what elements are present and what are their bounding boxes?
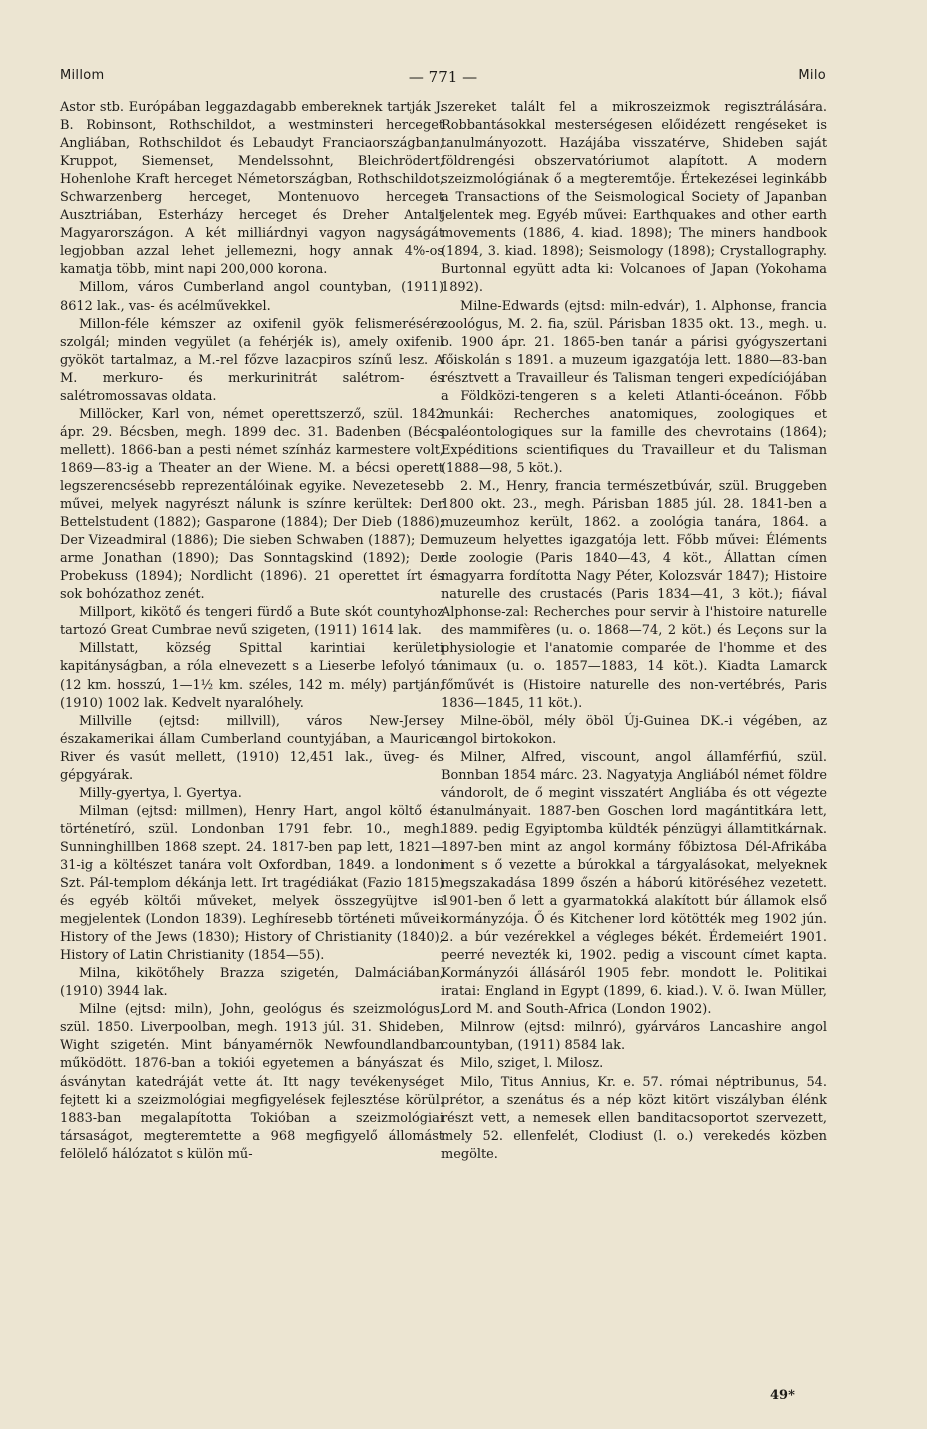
entry-astor-continued: Astor stb. Európában leggazdagabb embereknek tartják J. B. Robinsont, Rothschildot, a westminsteri herceget Angliában, Rothschildot és Lebaudyt Franciaországban, Kruppot, Siemenset, Mendelssohnt, Bleichrödert, Hohenlohe Kraft herceget Németországban, Rothschildot, Schwarzenberg herceget, Montenuovo herceget Ausztriában, Esterházy herceget és Dreher Antalt Magyarországon. A két milliárdnyi vagyon nagyságát legjobban azzal lehet jellemezni, hogy annak 4%-os kamatja több, mint napi 200,000 korona. (60, 100, 444, 278)
entry-millocker: Millöcker, Karl von, német operettszerző, szül. 1842 ápr. 29. Bécsben, megh. 1899 dec. 31. Badenben (Bécs mellett). 1866-ban a pesti német színház karmestere volt, 1869—83-ig a Theater an der Wiene. M. a bécsi operett legszerencsésebb reprezentálóinak egyike. Nevezetesebb művei, melyek nagyrészt nálunk is színre kerültek: Der Bettelstudent (1882); Gasparone (1884); Der Dieb (1886); Der Vizeadmiral (1886); Die sieben Schwaben (1887); Der arme Jonathan (1890); Das Sonntagskind (1892); Der Probekuss (1894); Nordlicht (1896). 21 operettet írt és sok bohózathoz zenét. (60, 406, 444, 603)
entry-milne-edwards-alphonse: Milne-Edwards (ejtsd: miln-edvár), 1. Alphonse, francia zoológus, M. 2. fia, szül. Párisban 1835 okt. 13., megh. u. o. 1900 ápr. 21. 1865-ben tanár a párisi gyógyszertani főiskolán s 1891. a muzeum igazgatója lett. 1880—83-ban résztvett a Travailleur és Talisman tengeri expedíciójában a Földközi-tengeren s a keleti Atlanti-óceánon. Főbb munkái: Recherches anatomiques, zoologiques et paléontologiques sur la famille des chevrotains (1864); Expéditions scientifiques du Travailleur et du Talisman (1888—98, 5 köt.). (441, 298, 827, 476)
entry-milne-continued: szereket talált fel a mikroszeizmok regisztrálására. Robbantásokkal mesterségesen előidézett rengéseket is tanulmányozott. Hazájába visszatérve, Shideben saját földrengési obszervatóriumot alapított. A modern szeizmológiának ő a megteremtője. Értekezései leginkább a Transactions of the Seismological Society of Japanban jelentek meg. Egyéb művei: Earthquakes and other earth movements (1886, 4. kiad. 1898); The miners handbook (1894, 3. kiad. 1898); Seismology (1898); Crystallography. Burtonnal együtt adta ki: Volcanoes of Japan (Yokohama 1892). (441, 100, 827, 296)
entry-milo-titus: Milo, Titus Annius, Kr. e. 57. római néptribunus, 54. prétor, a szenátus és a nép közt kitört viszályban élénk részt vett, a nemesek ellen banditacsoportot szervezett, mely 52. ellenfelét, Clodiust (l. o.) verekedés közben megölte. (441, 1074, 827, 1162)
header-right-keyword: Milo (798, 68, 826, 83)
entry-milne-edwards-henry: 2. M., Henry, francia természetbúvár, szül. Bruggeben 1800 okt. 23., megh. Párisban 1885 júl. 28. 1841-ben a muzeumhoz került, 1862. a zoológia tanára, 1864. a muzeum helyettes igazgatója lett. Főbb művei: Éléments de zoologie (Paris 1840—43, 4 köt., Állattan címen magyarra fordította Nagy Péter, Kolozsvár 1847); Histoire naturelle des crustacés (Paris 1834—41, 3 köt.); fiával Alphonse-zal: Recherches pour servir à l'histoire naturelle des mammifères (u. o. 1868—74, 2 köt.) és Leçons sur la physiologie et l'anatomie comparée de l'homme et des animaux (u. o. 1857—1883, 14 köt.). Kiadta Lamarck főművét is (Histoire naturelle des non-vertébrés, Paris 1836—1845, 11 köt.). (441, 478, 827, 711)
entry-milnrow: Milnrow (ejtsd: milnró), gyárváros Lancashire angol countyban, (1911) 8584 lak. (441, 1020, 827, 1054)
entry-milman: Milman (ejtsd: millmen), Henry Hart, angol költő és történetíró, szül. Londonban 1791 febr. 10., megh. Sunninghillben 1868 szept. 24. 1817-ben pap lett, 1821—31-ig a költészet tanára volt Oxfordban, 1849. a londoni Szt. Pál-templom dékánja lett. Irt tragédiákat (Fazio 1815) és egyéb költői műveket, melyek összegyüjtve is megjelentek (London 1839). Leghíresebb történeti művei: History of the Jews (1830); History of Christianity (1840); History of Latin Christianity (1854—55). (60, 803, 444, 964)
entry-milly-gyertya: Milly-gyertya, l. Gyertya. (79, 785, 242, 801)
entry-millom: Millom, város Cumberland angol countyban, (1911) 8612 lak., vas- és acélművekkel. (60, 280, 444, 314)
page-number: — 771 — (408, 68, 478, 86)
left-column (60, 99, 444, 1164)
entry-milo-island: Milo, sziget, l. Milosz. (460, 1056, 604, 1072)
entry-millport: Millport, kikötő és tengeri fürdő a Bute skót countyhoz tartozó Great Cumbrae nevű szigeten, (1911) 1614 lak. (60, 605, 444, 639)
signature-mark: 49* (770, 1388, 795, 1403)
entry-milne: Milne (ejtsd: miln), John, geológus és szeizmológus, szül. 1850. Liverpoolban, megh. 1913 júl. 31. Shideben, Wight szigetén. Mint bányamérnök Newfoundlandban működött. 1876-ban a tokiói egyetemen a bányászat és ásványtan katedráját vette át. Itt nagy tevékenységet fejtett ki a szeizmológiai megfigyelések fejlesztése körül. 1883-ban megalapította Tokióban a szeizmológiai társaságot, megteremtette a 968 megfigyelő állomást felölelő hálózatot s külön mű- (60, 1002, 444, 1162)
running-header (60, 68, 826, 92)
entry-millville: Millville (ejtsd: millvill), város New-Jersey északamerikai állam Cumberland countyjában, a Maurice River és vasút mellett, (1910) 12,451 lak., üveg- és gépgyárak. (60, 713, 444, 783)
right-column (441, 99, 827, 1164)
entry-milne-obol: Milne-öböl, mély öböl Új-Guinea DK.-i végében, az angol birtokokon. (441, 713, 827, 747)
entry-milna: Milna, kikötőhely Brazza szigetén, Dalmáciában, (1910) 3944 lak. (60, 966, 444, 1000)
entry-millstatt: Millstatt, község Spittal karintiai kerületi kapitányságban, a róla elnevezett s a Lieserbe lefolyó tó (12 km. hosszú, 1—1½ km. széles, 142 m. mély) partján, (1910) 1002 lak. Kedvelt nyaralóhely. (60, 641, 444, 711)
entry-milner: Milner, Alfred, viscount, angol államférfiú, szül. Bonnban 1854 márc. 23. Nagyatyja Angliából német földre vándorolt, de ő megint visszatért Angliába és ott végezte tanulmányait. 1887-ben Goschen lord magántitkára lett, 1889. pedig Egyiptomba küldték pénzügyi államtitkárnak. 1897-ben mint az angol kormány főbiztosa Dél-Afrikába ment s ő vezette a búrokkal a tárgyalásokat, melyeknek megszakadása 1899 őszén a háború kitöréséhez vezetett. 1901-ben ő lett a gyarmatokká alakított búr államok első kormányzója. Ő és Kitchener lord kötötték meg 1902 jún. 2. a búr vezérekkel a végleges békét. Érdemeiért 1901. peerré nevezték ki, 1902. pedig a viscount címet kapta. Kormányzói állásáról 1905 febr. mondott le. Politikai iratai: England in Egypt (1899, 6. kiad.). V. ö. Iwan Müller, Lord M. and South-Africa (London 1902). (441, 749, 827, 1018)
header-left-keyword: Millom (60, 68, 105, 83)
entry-millon: Millon-féle kémszer az oxifenil gyök felismerésére szolgál; minden vegyület (a fehérjék is), amely oxifenil gyököt tartalmaz, a M.-rel főzve lazacpiros színű lesz. A M. merkuro- és merkurinitrát salétrom- és salétromossavas oldata. (60, 316, 444, 404)
